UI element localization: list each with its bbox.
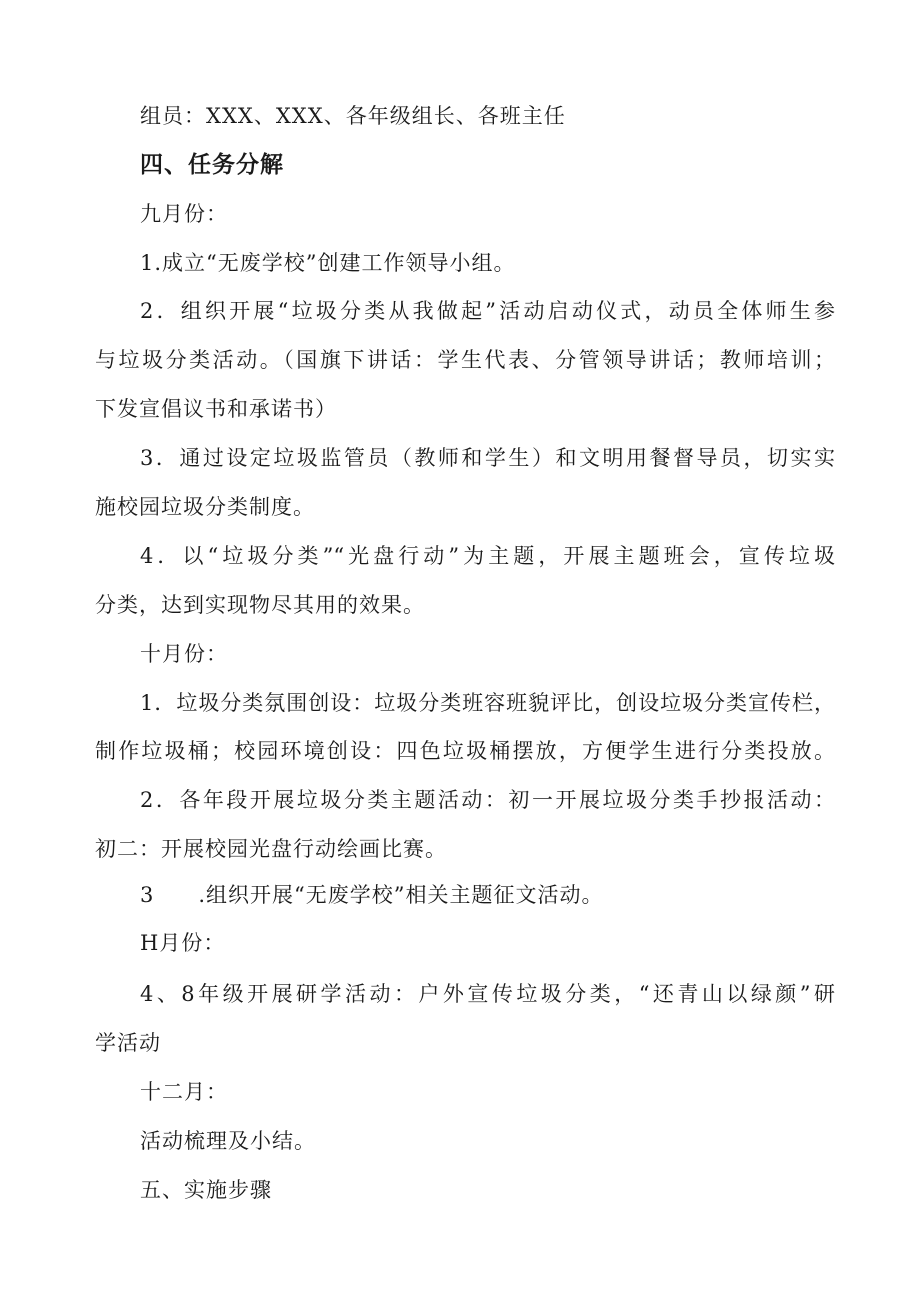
september-item-1: 1.成立“无废学校”创建工作领导小组。 (140, 251, 516, 275)
november-item-4-line-2: 学活动 (95, 1031, 161, 1055)
november-label: H月份： (140, 931, 226, 955)
october-item-2-line-1: 2．各年段开展垃圾分类主题活动：初一开展垃圾分类手抄报活动： (140, 788, 835, 812)
september-item-3-line-2: 施校园垃圾分类制度。 (95, 495, 315, 519)
section-five-heading: 五、实施步骤 (140, 1178, 272, 1202)
members-line: 组员：XXX、XXX、各年级组长、各班主任 (140, 104, 566, 128)
october-item-1-line-2: 制作垃圾桶；校园环境创设：四色垃圾桶摆放，方便学生进行分类投放。 (95, 739, 835, 763)
september-item-4-line-1: 4．以“垃圾分类”“光盘行动”为主题，开展主题班会，宣传垃圾 (140, 544, 835, 568)
november-item-4-line-1: 4、8年级开展研学活动：户外宣传垃圾分类，“还青山以绿颜”研 (140, 982, 835, 1006)
october-item-3: 3 .组织开展“无废学校”相关主题征文活动。 (140, 883, 604, 907)
october-item-1-line-1: 1．垃圾分类氛围创设：垃圾分类班容班貌评比，创设垃圾分类宣传栏， (140, 691, 835, 715)
september-item-2-line-3: 下发宣倡议书和承诺书） (95, 397, 337, 421)
december-label: 十二月： (140, 1080, 228, 1104)
september-item-2-line-2: 与垃圾分类活动。（国旗下讲话：学生代表、分管领导讲话；教师培训； (95, 348, 835, 372)
september-item-3-line-1: 3．通过设定垃圾监管员（教师和学生）和文明用餐督导员，切实实 (140, 446, 835, 470)
section-four-heading: 四、任务分解 (140, 152, 284, 178)
october-item-2-line-2: 初二：开展校园光盘行动绘画比赛。 (95, 837, 447, 861)
september-item-4-line-2: 分类，达到实现物尽其用的效果。 (95, 593, 425, 617)
september-label: 九月份： (140, 202, 228, 226)
september-item-2-line-1: 2．组织开展“垃圾分类从我做起”活动启动仪式，动员全体师生参 (140, 299, 835, 323)
october-label: 十月份： (140, 642, 228, 666)
december-item-1: 活动梳理及小结。 (140, 1129, 316, 1153)
